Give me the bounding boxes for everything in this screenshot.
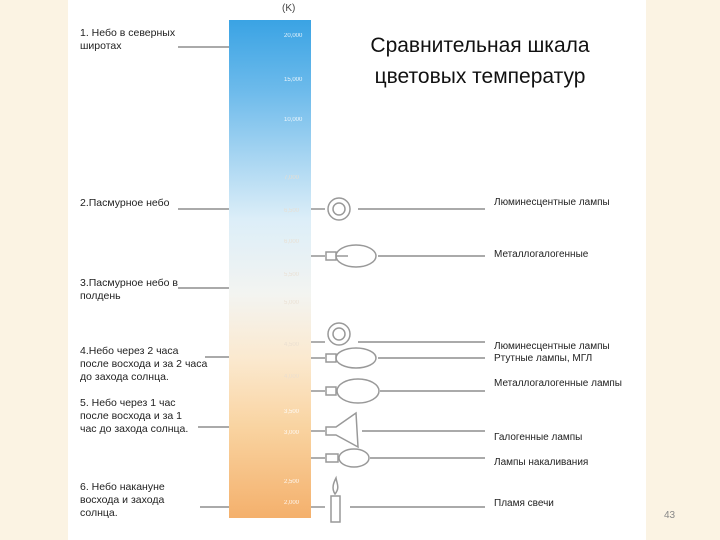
- scale-tick: 3,500: [284, 409, 300, 415]
- metal-halide-lamp-icon: [326, 379, 379, 403]
- incandescent-bulb-icon: [326, 449, 369, 467]
- lamp-label-fluorescent-2: Люминесцентные лампы: [494, 341, 610, 352]
- scale-tick: 6,000: [284, 239, 300, 245]
- scale-tick: 5,500: [284, 272, 300, 278]
- slide-title: Сравнительная шкала цветовых температур: [370, 34, 590, 88]
- sky-label-northern-latitudes: 1. Небо в северных широтах: [80, 27, 176, 52]
- sky-label-overcast: 2.Пасмурное небо: [80, 197, 170, 209]
- circular-fluorescent-lamp-icon: [328, 323, 350, 345]
- sky-label-overcast-noon: 3.Пасмурное небо в полдень: [80, 277, 178, 302]
- scale-tick: 3,000: [284, 430, 300, 436]
- mercury-lamp-icon: [326, 348, 376, 368]
- lamp-label-incandescent: Лампы накаливания: [494, 457, 589, 468]
- lamp-label-halogen: Галогенные лампы: [494, 432, 583, 443]
- lamp-label-mercury: Ртутные лампы, МГЛ: [494, 353, 593, 364]
- scale-tick: 4,500: [284, 342, 300, 348]
- scale-tick: 6,500: [284, 208, 300, 214]
- scale-tick: 4,000: [284, 374, 300, 380]
- scale-tick: 20,000: [284, 33, 303, 39]
- halogen-reflector-lamp-icon: [326, 413, 358, 447]
- lamp-label-metal-halide: Металлогалогенные: [494, 249, 589, 260]
- metal-halide-lamp-icon: [326, 245, 376, 267]
- scale-tick: 10,000: [284, 117, 303, 123]
- scale-tick: 15,000: [284, 77, 303, 83]
- page-number: 43: [664, 510, 676, 521]
- sky-label-2h-after-sunrise: 4.Небо через 2 часа после восхода и за 2 часа до захода солнца.: [80, 345, 208, 383]
- scale-tick: 5,000: [284, 300, 300, 306]
- candle-flame-icon: [331, 478, 340, 522]
- sky-label-before-sunrise: 6. Небо накануне восхода и захода солнца.: [80, 481, 165, 519]
- scale-tick: 2,500: [284, 479, 300, 485]
- scale-tick: 2,000: [284, 500, 300, 506]
- lamp-label-fluorescent: Люминесцентные лампы: [494, 197, 610, 208]
- sky-label-1h-after-sunrise: 5. Небо через 1 час после восхода и за 1 час до захода солнца.: [80, 397, 189, 435]
- circular-fluorescent-lamp-icon: [328, 198, 350, 220]
- lamp-label-metal-halide-2: Металлогалогенные лампы: [494, 378, 622, 389]
- scale-tick: 7,000: [284, 175, 300, 181]
- kelvin-unit-label: (K): [282, 3, 296, 14]
- lamp-label-candle: Пламя свечи: [494, 498, 554, 509]
